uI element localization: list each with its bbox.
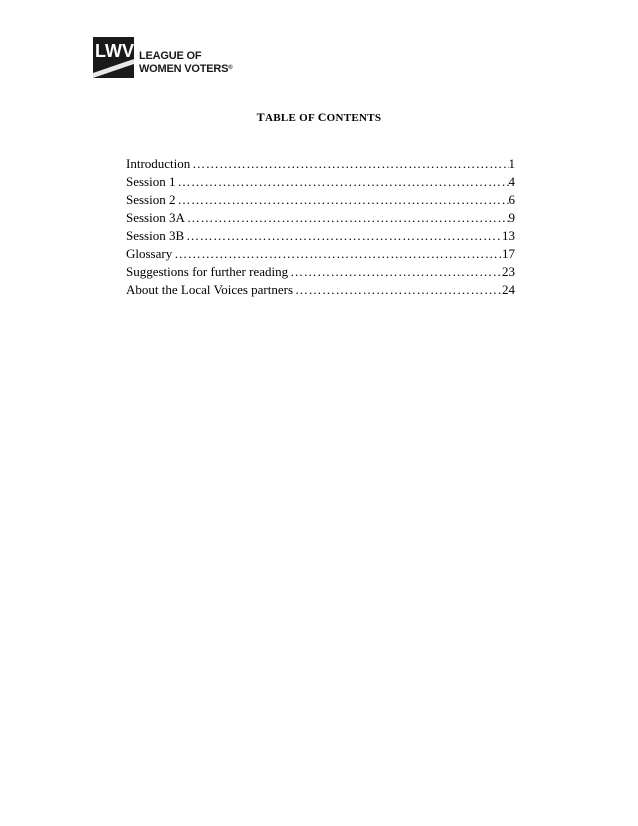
toc-entry-glossary[interactable] (126, 245, 515, 263)
toc-leader-dots (185, 209, 509, 227)
toc-entry-page: 23 (502, 264, 515, 279)
toc-leader-dots (190, 155, 508, 173)
toc-entry-page: 24 (502, 282, 515, 297)
title-part-able-of: ABLE OF (264, 112, 318, 124)
toc-entry-label: Session 3A (126, 210, 185, 225)
title-part-ontents: ONTENTS (326, 112, 382, 124)
toc-entry-page: 17 (502, 246, 515, 261)
toc-leader-dots (175, 191, 508, 209)
logo-line-2-text: WOMEN VOTERS (139, 63, 229, 75)
toc-entry-partners[interactable] (126, 281, 515, 299)
registered-mark: ® (228, 65, 233, 71)
toc-list (126, 155, 515, 299)
toc-entry-introduction[interactable] (126, 155, 515, 173)
toc-entry-label: Session 1 (126, 174, 176, 189)
toc-entry-further-reading[interactable] (126, 263, 515, 281)
toc-leader-dots (175, 173, 508, 191)
toc-leader-dots (288, 263, 502, 281)
toc-entry-label: Introduction (126, 156, 191, 171)
toc-entry-page: 13 (502, 228, 515, 243)
logo-line-1: LEAGUE OF (139, 50, 202, 62)
toc-entry-label: Glossary (126, 246, 173, 261)
toc-entry-session-3b[interactable] (126, 227, 515, 245)
toc-entry-page: 1 (508, 156, 515, 171)
lwv-logo-icon (93, 37, 134, 78)
toc-entry-page: 9 (508, 210, 515, 225)
toc-entry-label: Session 2 (126, 192, 176, 207)
toc-entry-label: About the Local Voices partners (126, 282, 294, 297)
logo-line-2 (139, 63, 233, 76)
league-logo (93, 37, 253, 81)
toc-leader-dots (172, 245, 502, 263)
toc-entry-label: Suggestions for further reading (126, 264, 289, 279)
page-title (0, 110, 638, 125)
logo-mark-letters: LWV (95, 41, 134, 61)
title-initial-c: C (317, 110, 327, 124)
title-initial-t: T (256, 110, 265, 124)
toc-entry-page: 6 (508, 192, 515, 207)
toc-entry-session-1[interactable] (126, 173, 515, 191)
toc-leader-dots (184, 227, 502, 245)
toc-entry-session-2[interactable] (126, 191, 515, 209)
toc-entry-label: Session 3B (126, 228, 185, 243)
toc-leader-dots (293, 281, 502, 299)
logo-wordmark (139, 50, 233, 76)
toc-entry-page: 4 (508, 174, 515, 189)
toc-entry-session-3a[interactable] (126, 209, 515, 227)
